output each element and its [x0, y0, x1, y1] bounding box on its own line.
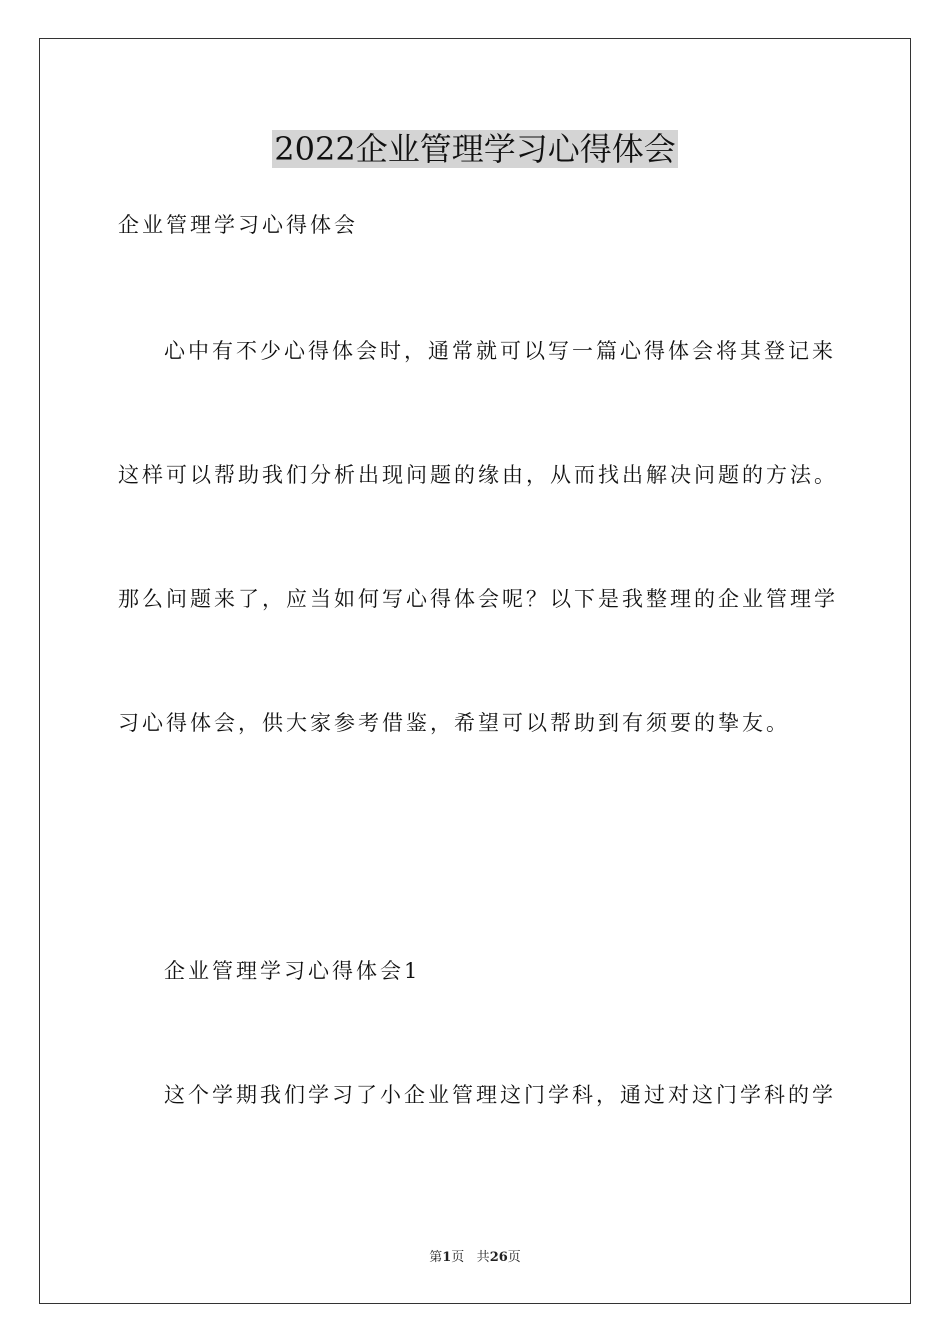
- page-number: 1: [442, 1250, 452, 1265]
- total-prefix: 共: [476, 1250, 490, 1265]
- section-heading: 企业管理学习心得体会1: [164, 959, 421, 983]
- page-prefix: 第: [429, 1250, 443, 1265]
- total-suffix: 页: [507, 1250, 521, 1265]
- paragraph-line: 心中有不少心得体会时，通常就可以写一篇心得体会将其登记来: [164, 339, 836, 363]
- document-title-text: 2022企业管理学习心得体会: [274, 130, 676, 168]
- page-suffix: 页: [451, 1250, 465, 1265]
- subtitle-line: 企业管理学习心得体会: [118, 213, 358, 237]
- page-footer: [0, 1249, 950, 1267]
- paragraph-line: 这样可以帮助我们分析出现问题的缘由，从而找出解决问题的方法。: [118, 463, 838, 487]
- total-pages: 26: [489, 1250, 508, 1265]
- paragraph-line: 那么问题来了，应当如何写心得体会呢？以下是我整理的企业管理学: [118, 587, 838, 611]
- paragraph-line: 这个学期我们学习了小企业管理这门学科，通过对这门学科的学: [164, 1083, 836, 1107]
- document-title: [0, 128, 950, 170]
- paragraph-line: 习心得体会，供大家参考借鉴，希望可以帮助到有须要的挚友。: [118, 711, 790, 735]
